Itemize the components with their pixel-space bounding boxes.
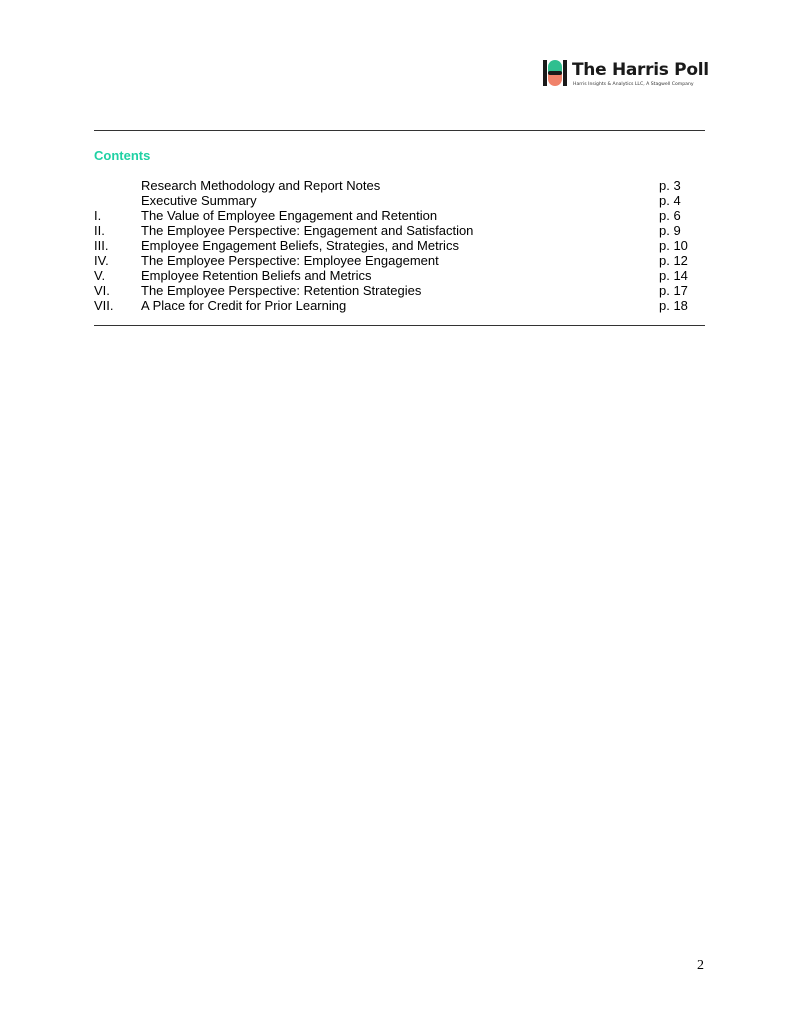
toc-entry-number: I. [94,208,102,223]
table-of-contents [94,178,705,313]
toc-entry [94,268,705,283]
toc-entry-title: Executive Summary [141,193,257,208]
toc-entry-number: III. [94,238,109,253]
toc-entry-page: p. 6 [659,208,681,223]
page-number: 2 [697,958,704,973]
harris-poll-logo [543,59,709,93]
toc-entry-page: p. 12 [659,253,688,268]
toc-entry-page: p. 10 [659,238,688,253]
toc-entry-page: p. 17 [659,283,688,298]
toc-entry [94,208,705,223]
toc-entry [94,253,705,268]
toc-entry-page: p. 4 [659,193,681,208]
toc-entry-title: The Employee Perspective: Retention Strategies [141,283,422,298]
toc-entry-number: II. [94,223,105,238]
toc-entry-number: VII. [94,298,114,313]
bottom-divider [94,325,705,326]
toc-entry-title: Employee Engagement Beliefs, Strategies, and Metrics [141,238,459,253]
toc-entry [94,238,705,253]
top-divider [94,130,705,131]
toc-entry [94,298,705,313]
toc-entry-number: V. [94,268,106,283]
logo-subtitle: Harris Insights & Analytics LLC, A Stagwell Company [573,82,694,87]
harris-poll-logo-icon [543,60,567,86]
toc-entry-title: Employee Retention Beliefs and Metrics [141,268,372,283]
toc-entry-page: p. 14 [659,268,688,283]
toc-entry [94,178,705,193]
toc-entry-page: p. 18 [659,298,688,313]
toc-entry [94,283,705,298]
toc-entry-title: Research Methodology and Report Notes [141,178,381,193]
toc-entry [94,223,705,238]
toc-entry-number: IV. [94,253,109,268]
toc-entry-page: p. 9 [659,223,681,238]
toc-entry-title: A Place for Credit for Prior Learning [141,298,347,313]
logo-name: The Harris Poll [572,60,709,80]
toc-entry-title: The Value of Employee Engagement and Retention [141,208,438,223]
toc-entry-page: p. 3 [659,178,681,193]
toc-entry-title: The Employee Perspective: Engagement and Satisfaction [141,223,474,238]
toc-entry-title: The Employee Perspective: Employee Engagement [141,253,439,268]
toc-entry [94,193,705,208]
toc-entry-number: VI. [94,283,110,298]
contents-heading: Contents [94,148,151,163]
